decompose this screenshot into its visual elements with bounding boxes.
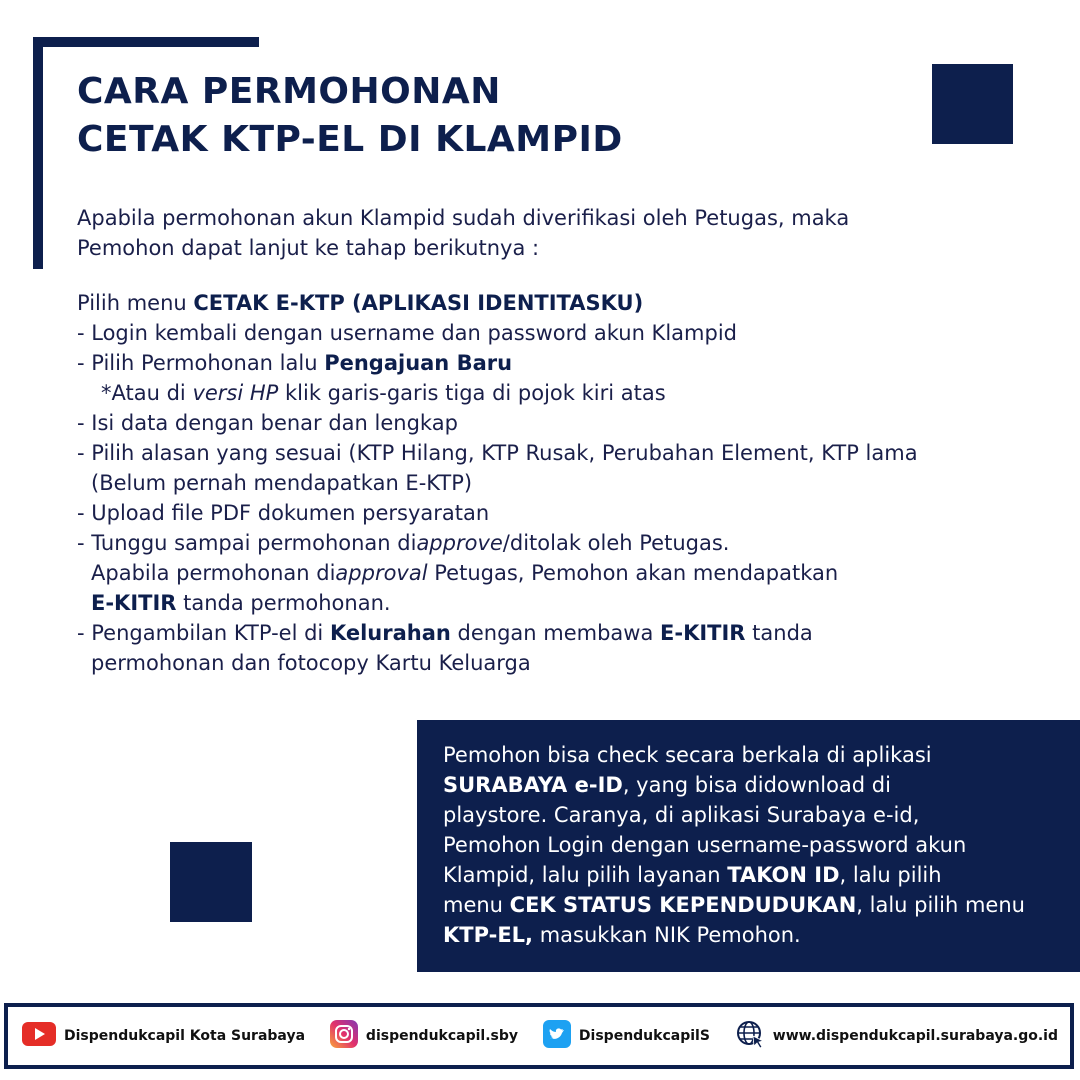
footer-youtube[interactable]: [22, 1022, 305, 1050]
tunggu-l2-a: Apabila permohonan di: [91, 561, 336, 585]
footer-twitter[interactable]: [543, 1020, 710, 1052]
info-line-5a: Klampid, lalu pilih layanan: [443, 863, 728, 887]
tunggu-italic: approve: [416, 531, 503, 555]
intro-line-2: Pemohon dapat lanjut ke tahap berikutnya :: [77, 236, 540, 260]
step-pengajuan-bold: Pengajuan Baru: [324, 351, 513, 375]
note-italic: versi HP: [192, 381, 279, 405]
intro-text: [77, 203, 1007, 263]
info-app-name: SURABAYA e-ID: [443, 773, 623, 797]
ambil-a: - Pengambilan KTP-el di: [77, 621, 330, 645]
decor-square-top: [932, 64, 1013, 144]
twitter-label: DispendukcapilS: [578, 1028, 710, 1044]
step-menu-bold: CETAK E-KTP (APLIKASI IDENTITASKU): [193, 291, 644, 315]
title-line-1: CARA PERMOHONAN: [77, 71, 501, 112]
website-label: www.dispendukcapil.surabaya.go.id: [772, 1028, 1058, 1044]
info-takon-id: TAKON ID: [727, 863, 840, 887]
youtube-icon: [22, 1022, 56, 1050]
corner-bracket-left: [33, 37, 43, 269]
info-line-6b: , lalu pilih menu: [856, 893, 1025, 917]
step-login: - Login kembali dengan username dan password akun Klampid: [77, 321, 737, 345]
info-line-3: playstore. Caranya, di aplikasi Surabaya e-id,: [443, 803, 920, 827]
steps-list: [77, 288, 1047, 678]
tunggu-b: /ditolak oleh Petugas.: [502, 531, 730, 555]
tunggu-line-3: [77, 588, 1047, 618]
info-line-6a: menu: [443, 893, 510, 917]
title-line-2: CETAK KTP-EL DI KLAMPID: [77, 119, 623, 160]
corner-bracket-top: [33, 37, 259, 47]
info-line-5b: , lalu pilih: [839, 863, 942, 887]
info-box: [417, 720, 1080, 972]
youtube-label: Dispendukcapil Kota Surabaya: [64, 1028, 306, 1044]
globe-icon: [735, 1019, 765, 1053]
step-pengambilan: [77, 618, 1047, 678]
footer-instagram[interactable]: [330, 1020, 518, 1052]
info-line-2: , yang bisa didownload di: [622, 773, 891, 797]
ambil-line-2: permohonan dan fotocopy Kartu Keluarga: [91, 651, 531, 675]
tunggu-l3-bold: E-KITIR: [91, 591, 177, 615]
ambil-b: dengan membawa: [450, 621, 661, 645]
note-b: klik garis-garis tiga di pojok kiri atas: [278, 381, 666, 405]
ambil-bold-1: Kelurahan: [329, 621, 451, 645]
info-line-1: Pemohon bisa check secara berkala di aplikasi: [443, 743, 932, 767]
info-line-7: masukkan NIK Pemohon.: [533, 923, 801, 947]
social-footer: [4, 1003, 1074, 1069]
ambil-c: tanda: [745, 621, 813, 645]
instagram-label: dispendukcapil.sby: [365, 1028, 519, 1044]
twitter-icon: [543, 1020, 571, 1052]
step-pengajuan: [77, 348, 1047, 378]
info-cek-status: CEK STATUS KEPENDUDUKAN: [509, 893, 857, 917]
instagram-icon: [330, 1020, 358, 1052]
step-pengajuan-prefix: - Pilih Permohonan lalu: [77, 351, 325, 375]
info-ktp-el: KTP-EL,: [443, 923, 534, 947]
page-title: [77, 68, 623, 164]
tunggu-a: - Tunggu sampai permohonan di: [77, 531, 417, 555]
footer-website[interactable]: [735, 1019, 1058, 1053]
ambil-bold-2: E-KITIR: [660, 621, 746, 645]
step-pengajuan-note: [77, 378, 1047, 408]
tunggu-l3-b: tanda permohonan.: [176, 591, 391, 615]
tunggu-l2-italic: approval: [335, 561, 428, 585]
step-alasan-line-2: (Belum pernah mendapatkan E-KTP): [91, 471, 473, 495]
step-alasan-line-1: - Pilih alasan yang sesuai (KTP Hilang, KTP Rusak, Perubahan Element, KTP lama: [77, 441, 918, 465]
tunggu-l2-b: Petugas, Pemohon akan mendapatkan: [427, 561, 839, 585]
step-tunggu: [77, 528, 1047, 618]
step-upload: - Upload file PDF dokumen persyaratan: [77, 501, 490, 525]
info-line-4: Pemohon Login dengan username-password akun: [443, 833, 967, 857]
decor-square-bottom: [170, 842, 252, 922]
step-isi-data: - Isi data dengan benar dan lengkap: [77, 411, 458, 435]
step-menu: [77, 288, 1047, 318]
tunggu-line-2: [77, 558, 1047, 588]
intro-line-1: Apabila permohonan akun Klampid sudah diverifikasi oleh Petugas, maka: [77, 206, 850, 230]
step-alasan: [77, 438, 1047, 498]
note-a: *Atau di: [101, 381, 193, 405]
step-menu-prefix: Pilih menu: [77, 291, 194, 315]
info-text: [443, 740, 1060, 950]
